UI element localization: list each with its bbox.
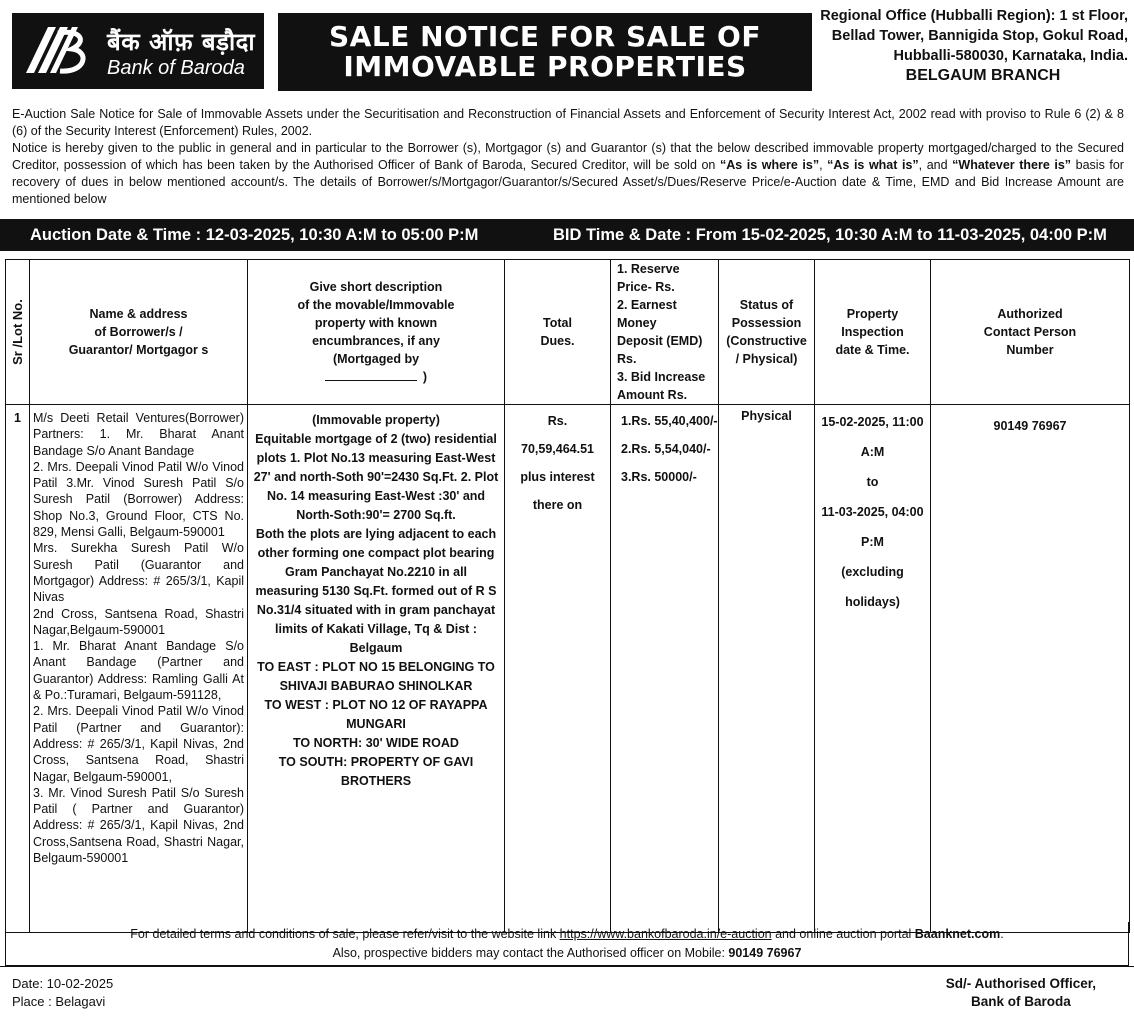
sign-line-1: Sd/- Authorised Officer, [945,976,1096,991]
col-dues-label-1: Total [543,316,572,330]
cell-contact-number: 90149 76967 [931,405,1130,933]
bid-date-time: BID Time & Date : From 15-02-2025, 10:30 A:M to 11-03-2025, 04:00 P:M [553,226,1107,244]
footer-text-b: and online auction portal [771,927,915,941]
signature-block [0,966,1134,1020]
col-desc-label-1: Give short description [309,280,443,294]
cell-borrowers [30,405,248,933]
bank-logo [12,13,264,89]
col-desc-label-2: of the movable/Immovable [297,298,455,312]
footer-line-1 [6,925,1128,944]
col-price-label-6: 3. Bid Increase [617,370,706,384]
header [0,0,1134,100]
footer-text-c: . [1000,927,1004,941]
col-insp-label-1: Property [846,307,899,321]
footer-text-a: For detailed terms and conditions of sale, please refer/visit to the website link [130,927,560,941]
col-price-label-1: 1. Reserve [617,262,680,276]
intro-text [12,106,1124,208]
col-insp-label-3: date & Time. [835,343,910,357]
as-is-what-is: “As is what is” [827,158,919,172]
blank-line [325,380,417,381]
desc-boundary-east: TO EAST : PLOT NO 15 BELONGING TO SHIVAJI BABURAO SHINOLKAR [257,660,495,693]
intro-paragraph-2 [12,140,1124,208]
inspection-to: to [866,475,879,489]
col-header-name [30,260,248,405]
title-line-1: SALE NOTICE FOR SALE OF [329,20,761,53]
col-status-label-2: Possession [731,316,802,330]
borrower-entry: 2. Mrs. Deepali Vinod Patil W/o Vinod Patil 3.Mr. Vinod Suresh Patil S/o Suresh Patil (Borrower) Address: Shop No.3, Ground Floor, CTS No. 829, Mensi Galli, Belgaum-590001 [33,459,244,540]
as-is-where-is: “As is where is” [719,158,820,172]
col-insp-label-2: Inspection [841,325,904,339]
col-price-label-5: Rs. [617,352,637,366]
desc-boundary-north: TO NORTH: 30' WIDE ROAD [293,736,459,750]
col-header-inspection [815,260,931,405]
cell-possession-status: Physical [719,405,815,933]
cell-description [248,405,505,933]
dues-line: there on [532,498,583,512]
emd-amount: 2.Rs. 5,54,040/- [621,442,711,456]
inspection-start: 15-02-2025, 11:00 A:M [821,415,924,459]
col-status-label-1: Status of [739,298,794,312]
property-table [5,259,1130,933]
col-header-contact [931,260,1130,405]
cell-sr: 1 [6,405,30,933]
col-contact-label-1: Authorized [997,307,1063,321]
dues-line: plus interest [520,470,595,484]
branch-name: BELGAUM BRANCH [905,67,1061,84]
col-status-label-4: / Physical) [735,352,798,366]
intro-sep-1: , [819,158,828,172]
col-price-label-7: Amount Rs. [617,388,688,402]
desc-line: Both the plots are lying adjacent to each other forming one compact plot bearing Gram Panchayat No.2210 in all measuring 5130 Sq.Ft. formed out of R S No.31/4 situated with in gram panchayat limits of Kakati Village, Tq & Dist : Belgaum [255,527,497,655]
col-dues-label-2: Dues. [540,334,575,348]
regional-office-address [812,6,1128,86]
desc-boundary-west: TO WEST : PLOT NO 12 OF RAYAPPA MUNGARI [264,698,488,731]
auction-bar [0,219,1134,251]
col-name-label-3: Guarantor/ Mortgagor s [68,343,209,357]
auction-date-time: Auction Date & Time : 12-03-2025, 10:30 A:M to 05:00 P:M [30,226,479,244]
office-line-2: Bellad Tower, Bannigida Stop, Gokul Road, [831,28,1128,44]
inspection-end: 11-03-2025, 04:00 P:M [821,505,924,549]
notice-date: Date: 10-02-2025 [12,976,114,991]
officer-mobile: 90149 76967 [728,946,802,960]
guarantor-entry: Mrs. Surekha Suresh Patil W/o Suresh Patil (Guarantor and Mortgagor) Address: # 265/3/1, Kapil Nivas [33,541,244,605]
col-name-label-2: of Borrower/s / [94,325,183,339]
col-status-label-3: (Constructive [726,334,807,348]
inspection-note: (excluding holidays) [841,565,904,609]
bank-of-baroda-logo-icon [22,21,92,81]
col-header-description [248,260,505,405]
cell-total-dues [505,405,611,933]
col-header-status [719,260,815,405]
cell-prices [611,405,719,933]
borrower-entry: M/s Deeti Retail Ventures(Borrower) Partners: 1. Mr. Bharat Anant Bandage S/o Anant Bandage [33,411,244,458]
cell-inspection [815,405,931,933]
intro-p2-text-b: basis for recovery of dues in below mentioned account/s. The details of Borrower/s/Mortgagor/Guarantor/s/Secured Asset/s/Dues/Reserve Price/e-Auction date & Time, EMD and Bid Increase Amount are mentioned below [12,158,1124,206]
col-contact-label-3: Number [1006,343,1054,357]
col-desc-label-3: property with known [314,316,438,330]
col-price-label-2: Price- Rs. [617,280,675,294]
office-line-3: Hubballi-580030, Karnataka, India. [893,48,1128,64]
whatever-there-is: “Whatever there is” [952,158,1072,172]
logo-hindi-text: बैंक ऑफ़ बड़ौदा [107,28,256,56]
partner-entry: 1. Mr. Bharat Anant Bandage S/o Anant Bandage (Partner and Guarantor) Address: Ramling Galli At & Po.:Turamari, Belgaum-591128, [33,639,244,703]
notice-place: Place : Belagavi [12,994,106,1009]
col-contact-label-2: Contact Person [983,325,1077,339]
col-header-sr [6,260,30,405]
bid-increase-amount: 3.Rs. 50000/- [621,470,697,484]
col-price-label-4: Deposit (EMD) [617,334,703,348]
date-place [12,975,113,1011]
table-row [6,405,1130,933]
col-price-label-3: 2. Earnest Money [617,298,677,330]
e-auction-link[interactable]: https://www.bankofbaroda.in/e-auction [559,927,772,941]
guarantor-address: 2nd Cross, Santsena Road, Shastri Nagar,Belgaum-590001 [33,606,244,637]
partner-entry: 3. Mr. Vinod Suresh Patil S/o Suresh Patil ( Partner and Guarantor) Address: # 265/3/1, Kapil Nivas, 2nd Cross,Santsena Road, Shastri Nagar, Belgaum-590001 [33,785,244,866]
office-line-1: Regional Office (Hubballi Region): 1 st Floor, [820,8,1128,24]
partner-entry: 2. Mrs. Deepali Vinod Patil W/o Vinod Patil (Partner and Guarantor): Address: # 265/3/1, Kapil Nivas, 2nd Cross, Santsena Road, Shastri Nagar, Belgaum-590001, [33,704,244,784]
col-sr-label: Sr /Lot No. [9,299,25,365]
col-desc-label-6-wrap [248,368,504,386]
portal-name: Baanknet.com [914,927,1001,941]
col-header-price [611,260,719,405]
dues-amount: 70,59,464.51 [521,442,594,456]
table-header-row [6,260,1130,405]
sign-line-2: Bank of Baroda [970,994,1071,1009]
logo-english-text: Bank of Baroda [107,57,245,79]
col-desc-label-4: encumbrances, if any [312,334,440,348]
intro-paragraph-1: E-Auction Sale Notice for Sale of Immovable Assets under the Securitisation and Reconstruction of Financial Assets and Enforcement of Security Interest Act, 2002 read with proviso to Rule 6 (2) & 8 (6) of the Security Interest (Enforcement) Rules, 2002. [12,107,1124,138]
desc-boundary-south: TO SOUTH: PROPERTY OF GAVI BROTHERS [278,755,474,788]
notice-title [278,13,812,91]
authorised-officer-sign [946,975,1096,1011]
desc-line: (Immovable property) [312,413,440,427]
footer-line-2 [6,944,1128,963]
title-line-2: IMMOVABLE PROPERTIES [343,50,747,83]
col-header-dues [505,260,611,405]
reserve-price: 1.Rs. 55,40,400/- [621,414,718,428]
dues-line: Rs. [547,414,568,428]
col-name-label-1: Name & address [89,307,188,321]
footer-text-d: Also, prospective bidders may contact the Authorised officer on Mobile: [332,946,729,960]
intro-p2-text-a: Notice is hereby given to the public in general and in particular to the Borrower (s), Mortgagor (s) and Guarantor (s) that the below described immovable property mortgaged/charged to the Secured Creditor, possession of which has been taken by the Authorised Officer of Bank of Baroda, Secured Creditor, will be sold on [12,141,1124,172]
col-desc-label-5: (Mortgaged by [332,352,420,366]
intro-sep-2: , and [918,158,953,172]
desc-line: Equitable mortgage of 2 (two) residential plots 1. Plot No.13 measuring East-West 27' and north-Soth 90'=2430 Sq.Ft. 2. Plot No. 14 measuring East-West :30' and North-Soth:90'= 2700 Sq.ft. [253,432,499,522]
terms-footer [5,922,1129,966]
col-desc-label-6: ) [422,370,428,384]
